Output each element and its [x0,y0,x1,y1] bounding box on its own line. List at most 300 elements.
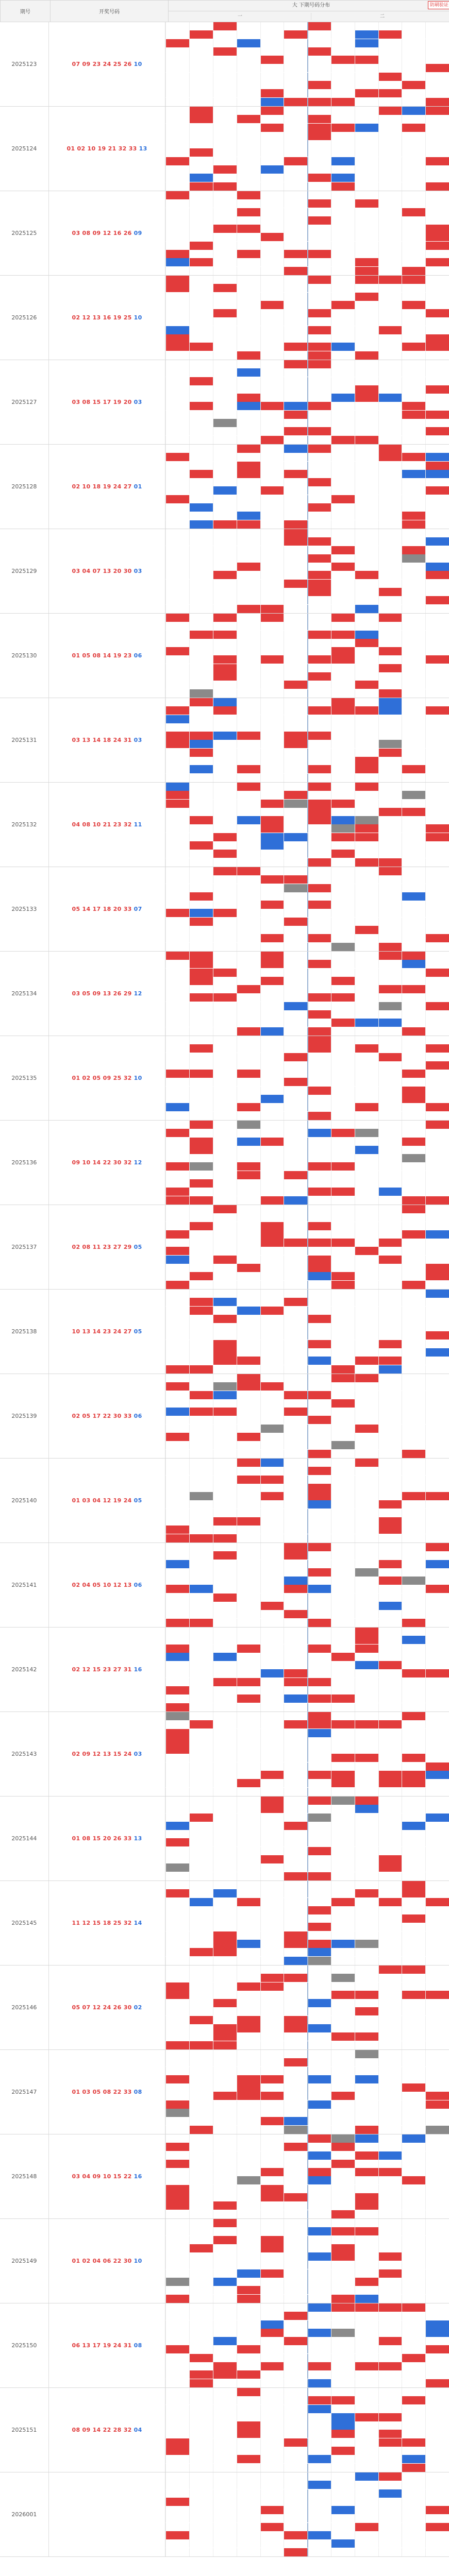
grid-cell [213,774,237,782]
grid-cell [189,1543,213,1551]
grid-cell [355,1272,378,1280]
grid-cell [189,1974,213,1982]
grid-cell [355,2413,378,2421]
grid-cell [165,2109,189,2117]
grid-cell [307,1162,331,1171]
grid-cell [402,1686,425,1694]
grid-cell [331,2337,355,2345]
grid-cell [165,368,189,377]
grid-cell [331,1036,355,1044]
grid-cell [378,1053,402,1061]
grid-cell [189,115,213,123]
grid-cell [165,824,189,833]
grid-cell [355,2481,378,2489]
grid-cell [213,1543,237,1551]
grid-cell [331,2227,355,2235]
grid-cell [378,926,402,934]
grid-cell [189,267,213,275]
grid-cell [307,960,331,968]
grid-cell [165,56,189,64]
grid-cell [307,225,331,233]
grid-cell [237,1737,260,1745]
grid-cell [307,875,331,884]
grid-cell [189,402,213,410]
grid-cell [331,824,355,833]
grid-cell [284,2295,307,2303]
red-balls: 05 07 12 24 26 30 [72,2004,132,2011]
grid-cell [213,918,237,926]
grid-cell [402,2185,425,2193]
grid-cell [378,2016,402,2024]
grid-cell [331,1459,355,1467]
grid-cell [402,2109,425,2117]
grid-cell [331,1982,355,1991]
grid-cell [355,681,378,689]
winning-numbers-cell [49,191,165,275]
grid-cell [260,969,284,977]
grid-cell [237,689,260,698]
grid-cell [284,1729,307,1737]
grid-cell [331,1948,355,1956]
grid-cell [165,1745,189,1754]
grid-cell [331,2126,355,2134]
grid-cell [331,2007,355,2015]
grid-cell [213,351,237,360]
grid-cell [355,841,378,850]
grid-cell [355,850,378,858]
grid-cell [165,884,189,892]
grid-cell [165,1872,189,1880]
grid-cell [189,1222,213,1230]
grid-cell [189,182,213,191]
grid-cell [189,486,213,495]
grid-cell [355,934,378,942]
grid-cell [307,1171,331,1179]
grid-cell [331,1636,355,1644]
grid-cell [213,1307,237,1315]
grid-cell [307,833,331,841]
grid-cell [307,1154,331,1162]
grid-cell [165,1914,189,1923]
grid-cell [378,1382,402,1391]
grid-cell [331,2506,355,2514]
grid-cell [260,901,284,909]
grid-cell [260,267,284,275]
grid-cell [307,1982,331,1991]
grid-cell [355,1678,378,1686]
grid-cell [307,2345,331,2353]
grid-cell [165,867,189,875]
blue-ball: 01 [134,483,142,490]
grid-cell [260,182,284,191]
grid-cell [402,800,425,808]
distribution-grid [165,1965,449,2049]
grid-cell [378,2405,402,2413]
grid-cell [237,64,260,72]
grid-cell [307,2041,331,2049]
grid-cell [237,174,260,182]
grid-cell [307,554,331,563]
grid-cell [355,503,378,512]
grid-cell [355,208,378,216]
grid-cell [284,1762,307,1771]
grid-cell [307,1087,331,1095]
grid-cell [307,486,331,495]
grid-cell [189,841,213,850]
grid-cell [237,1619,260,1627]
grid-cell [284,1940,307,1948]
grid-cell [378,2303,402,2312]
grid-cell [425,89,449,97]
grid-cell [237,1382,260,1391]
grid-cell [425,1814,449,1822]
grid-cell [355,1053,378,1061]
grid-cell [307,208,331,216]
grid-cell [237,2489,260,2498]
grid-cell [402,1298,425,1306]
grid-cell [307,351,331,360]
grid-cell [165,529,189,537]
grid-cell [378,1872,402,1880]
grid-cell [213,2430,237,2438]
grid-cell [213,1188,237,1196]
grid-cell [378,909,402,917]
grid-cell [402,115,425,123]
grid-cell [237,2514,260,2522]
grid-cell [378,242,402,250]
grid-cell [165,216,189,225]
grid-cell [284,631,307,639]
grid-cell [165,563,189,571]
grid-cell [237,115,260,123]
grid-cell [378,1213,402,1222]
grid-cell [331,1745,355,1754]
grid-cell [355,884,378,892]
grid-cell [165,2219,189,2227]
grid-cell [260,1179,284,1188]
grid-cell [213,1762,237,1771]
grid-cell [165,1331,189,1340]
grid-cell [189,588,213,596]
grid-cell [331,98,355,106]
grid-cell [213,2201,237,2210]
grid-cell [331,1027,355,1036]
grid-cell [237,436,260,444]
grid-cell [378,1307,402,1315]
grid-cell [284,1179,307,1188]
grid-cell [213,2227,237,2235]
grid-cell [425,2370,449,2379]
grid-cell [331,2269,355,2278]
grid-cell [402,2472,425,2481]
grid-cell [165,1044,189,1053]
grid-cell [284,1551,307,1560]
grid-cell [331,1290,355,1298]
grid-cell [237,749,260,757]
grid-cell [378,2539,402,2548]
grid-cell [331,1365,355,1374]
grid-cell [425,2472,449,2481]
grid-cell [284,39,307,47]
red-balls: 03 13 14 18 24 31 [72,737,132,743]
grid-cell [307,1636,331,1644]
grid-cell [402,554,425,563]
grid-cell [165,1712,189,1720]
grid-cell [237,520,260,529]
grid-cell [213,334,237,343]
grid-cell [189,56,213,64]
grid-cell [165,554,189,563]
grid-cell [402,1441,425,1449]
grid-cell [165,1162,189,1171]
grid-cell [284,2447,307,2455]
grid-cell [189,394,213,402]
grid-cell [165,2227,189,2235]
grid-cell [237,1441,260,1449]
grid-cell [378,1044,402,1053]
grid-cell [355,1771,378,1779]
grid-cell [355,1450,378,1458]
grid-cell [355,1348,378,1357]
grid-cell [260,2278,284,2286]
grid-cell [425,512,449,520]
grid-cell [284,1585,307,1593]
grid-cell [355,293,378,301]
grid-cell [378,943,402,951]
grid-cell [378,1188,402,1196]
grid-cell [307,800,331,808]
grid-cell [425,1703,449,1711]
grid-cell [355,715,378,723]
grid-cell [355,1628,378,1636]
blue-ball: 11 [134,821,142,828]
grid-cell [331,875,355,884]
grid-cell [378,1754,402,1762]
grid-cell [213,512,237,520]
grid-cell [378,757,402,765]
grid-cell [378,1712,402,1720]
grid-cell [425,1779,449,1787]
grid-cell [237,199,260,208]
grid-cell [237,1712,260,1720]
grid-cell [402,140,425,148]
grid-cell [260,1331,284,1340]
grid-cell [307,1365,331,1374]
grid-cell [378,1594,402,1602]
grid-cell [425,554,449,563]
grid-cell [213,1290,237,1298]
grid-cell [425,723,449,732]
grid-cell [284,1822,307,1830]
grid-cell [355,2210,378,2218]
grid-cell [165,2201,189,2210]
grid-cell [213,1087,237,1095]
grid-cell [213,1568,237,1577]
grid-cell [237,124,260,132]
grid-cell [402,1863,425,1872]
grid-cell [237,1678,260,1686]
grid-cell [402,334,425,343]
grid-cell [213,2100,237,2109]
grid-cell [425,242,449,250]
grid-cell [425,2396,449,2404]
grid-cell [213,402,237,410]
grid-cell [425,1729,449,1737]
grid-cell [237,985,260,993]
grid-cell [165,89,189,97]
grid-cell [402,1602,425,1610]
grid-cell [284,1112,307,1120]
grid-cell [189,1121,213,1129]
grid-cell [213,377,237,385]
grid-cell [237,385,260,394]
grid-cell [284,1957,307,1965]
grid-cell [189,580,213,588]
winning-numbers-cell [49,867,165,951]
grid-cell [260,2185,284,2193]
grid-cell [260,1720,284,1728]
grid-cell [355,2362,378,2370]
grid-cell [189,1594,213,1602]
grid-cell [237,343,260,351]
grid-cell [260,1619,284,1627]
grid-cell [165,1779,189,1787]
grid-cell [260,1594,284,1602]
grid-cell [355,2201,378,2210]
grid-cell [355,1044,378,1053]
grid-cell [213,943,237,951]
grid-cell [331,56,355,64]
grid-cell [402,614,425,622]
grid-cell [284,2430,307,2438]
grid-cell [425,107,449,115]
grid-cell [378,2168,402,2176]
grid-cell [378,800,402,808]
grid-cell [284,22,307,30]
red-balls: 09 10 14 22 30 32 [72,1159,132,1166]
grid-cell [237,1171,260,1179]
grid-cell [189,2295,213,2303]
grid-cell [189,1340,213,1348]
grid-cell [237,909,260,917]
grid-cell [378,1645,402,1653]
grid-cell [189,462,213,470]
grid-cell [189,2464,213,2472]
grid-cell [425,1230,449,1239]
grid-cell [307,1729,331,1737]
grid-cell [189,351,213,360]
grid-cell [260,1991,284,1999]
grid-cell [331,343,355,351]
grid-cell [260,462,284,470]
grid-cell [402,1737,425,1745]
grid-cell [165,1974,189,1982]
grid-cell [425,2193,449,2201]
grid-cell [331,1087,355,1095]
grid-cell [402,952,425,960]
grid-cell [284,867,307,875]
grid-cell [165,1340,189,1348]
grid-cell [165,1408,189,1416]
grid-cell [331,47,355,56]
grid-cell [260,495,284,503]
grid-cell [189,1797,213,1805]
grid-cell [189,1492,213,1500]
grid-cell [165,2396,189,2404]
grid-cell [355,1222,378,1230]
grid-cell [284,2269,307,2278]
grid-cell [165,655,189,664]
grid-cell [237,402,260,410]
grid-cell [402,1898,425,1906]
red-balls: 05 14 17 18 20 33 [72,906,132,912]
grid-cell [165,394,189,402]
grid-cell [331,1669,355,1677]
grid-cell [425,351,449,360]
grid-cell [237,1053,260,1061]
grid-cell [213,2083,237,2092]
grid-cell [189,1729,213,1737]
grid-cell [402,622,425,630]
grid-cell [213,1450,237,1458]
grid-cell [237,808,260,816]
grid-cell [307,1568,331,1577]
grid-cell [425,1256,449,1264]
grid-cell [213,1703,237,1711]
grid-cell [307,1331,331,1340]
grid-cell [189,157,213,165]
grid-cell [355,470,378,478]
grid-cell [284,1391,307,1399]
grid-cell [331,2193,355,2201]
table-row [0,1121,449,1205]
anti-scrape-tag[interactable]: 防刷验证 [428,1,449,9]
grid-cell [237,1027,260,1036]
grid-cell [237,1585,260,1593]
grid-cell [284,1382,307,1391]
grid-cell [284,293,307,301]
grid-cell [331,732,355,740]
grid-cell [331,1720,355,1728]
grid-cell [284,2126,307,2134]
grid-cell [260,2506,284,2514]
grid-cell [260,98,284,106]
grid-cell [355,368,378,377]
grid-cell [189,470,213,478]
grid-cell [331,1010,355,1019]
grid-cell [355,1957,378,1965]
grid-cell [378,2498,402,2506]
blue-ball: 05 [134,1328,142,1335]
grid-cell [237,368,260,377]
grid-cell [213,2388,237,2396]
grid-cell [331,208,355,216]
grid-cell [307,250,331,258]
grid-cell [284,1610,307,1618]
grid-cell [260,1340,284,1348]
grid-cell [425,757,449,765]
grid-cell [331,2041,355,2049]
grid-cell [425,1027,449,1036]
grid-cell [425,334,449,343]
grid-cell [402,1551,425,1560]
grid-cell [307,2329,331,2337]
grid-cell [165,2050,189,2058]
grid-cell [402,56,425,64]
grid-cell [331,199,355,208]
grid-cell [237,2151,260,2160]
grid-cell [189,1230,213,1239]
